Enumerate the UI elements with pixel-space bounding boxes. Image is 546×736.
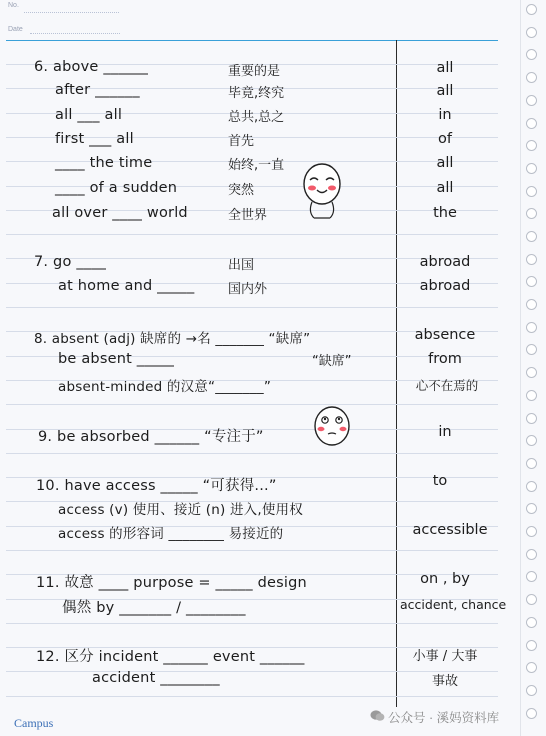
row-7a-answer: abroad bbox=[419, 254, 471, 270]
cartoon-face-sticker-icon bbox=[298, 160, 346, 222]
row-6e-prompt: ____ the time bbox=[55, 155, 153, 171]
row-6f-meaning: 突然 bbox=[228, 183, 255, 198]
row-6d-meaning: 首先 bbox=[228, 134, 255, 149]
binding-ring-icon bbox=[526, 140, 537, 151]
cartoon-face-sticker-2-icon bbox=[310, 404, 354, 450]
row-6e-meaning: 始终,一直 bbox=[228, 158, 285, 173]
wechat-icon bbox=[370, 709, 385, 722]
binding-ring-icon bbox=[526, 4, 537, 15]
binding-ring-icon bbox=[526, 276, 537, 287]
row-12a-answer: 小事 / 大事 bbox=[412, 649, 478, 664]
row-11a-answer: on , by bbox=[420, 571, 470, 587]
row-6a-meaning: 重要的是 bbox=[228, 64, 281, 79]
binding-ring-icon bbox=[526, 617, 537, 628]
binding-ring-icon bbox=[526, 526, 537, 537]
binding-ring-icon bbox=[526, 503, 537, 514]
binding-ring-icon bbox=[526, 549, 537, 560]
binding-ring-icon bbox=[526, 299, 537, 310]
row-7b-answer: abroad bbox=[419, 278, 471, 294]
row-11a-prompt: 11. 故意 ____ purpose = _____ design bbox=[36, 575, 307, 591]
binding-ring-icon bbox=[526, 254, 537, 265]
page-edge bbox=[520, 0, 521, 736]
row-6b-meaning: 毕竟,终究 bbox=[228, 86, 285, 101]
ruled-line bbox=[6, 550, 498, 551]
row-6b-answer: all bbox=[436, 83, 454, 99]
binding-ring-icon bbox=[526, 95, 537, 106]
row-12a-prompt: 12. 区分 incident ______ event ______ bbox=[36, 649, 305, 665]
ruled-line bbox=[6, 623, 498, 624]
row-7a-meaning: 出国 bbox=[228, 258, 255, 273]
row-8a-answer: absence bbox=[414, 327, 476, 343]
row-6c-prompt: all ___ all bbox=[55, 107, 123, 123]
row-12b-answer: 事故 bbox=[431, 674, 458, 689]
row-8a-prompt: 8. absent (adj) 缺席的 →名 _______ “缺席” bbox=[34, 331, 311, 347]
binding-ring-icon bbox=[526, 458, 537, 469]
row-9-prompt: 9. be absorbed ______ “专注于” bbox=[38, 429, 264, 445]
ruled-line bbox=[6, 307, 498, 308]
ruled-line bbox=[6, 234, 498, 235]
row-12b-prompt: accident ________ bbox=[92, 670, 220, 686]
row-6a-answer: all bbox=[436, 60, 454, 76]
row-10c-answer: accessible bbox=[412, 522, 488, 538]
ruled-line bbox=[6, 404, 498, 405]
row-9-answer: in bbox=[438, 424, 452, 440]
binding-ring-icon bbox=[526, 27, 537, 38]
row-11b-prompt: 偶然 by _______ / ________ bbox=[62, 600, 246, 616]
row-6g-prompt: all over ____ world bbox=[52, 205, 188, 221]
binding-ring-icon bbox=[526, 571, 537, 582]
margin-line bbox=[396, 40, 397, 707]
row-10b-prompt: access (v) 使用、接近 (n) 进入,使用权 bbox=[58, 502, 303, 518]
row-8b-answer: from bbox=[428, 351, 462, 367]
binding-ring-icon bbox=[526, 49, 537, 60]
binding-ring-icon bbox=[526, 640, 537, 651]
row-10c-prompt: access 的形容词 ________ 易接近的 bbox=[58, 526, 284, 542]
ruled-line bbox=[6, 453, 498, 454]
row-8c-prompt: absent-minded 的汉意“_______” bbox=[58, 379, 272, 395]
campus-brand: Campus bbox=[14, 716, 54, 730]
date-line bbox=[30, 33, 120, 34]
row-6a-prompt: 6. above ______ bbox=[34, 59, 149, 75]
binding-ring-icon bbox=[526, 163, 537, 174]
row-6g-answer: the bbox=[433, 205, 457, 221]
top-rule bbox=[6, 40, 498, 41]
ruled-line bbox=[6, 696, 498, 697]
binding-ring-icon bbox=[526, 231, 537, 242]
row-8b-meaning: “缺席” bbox=[312, 354, 352, 369]
no-label: No. bbox=[8, 2, 19, 9]
binding-ring-icon bbox=[526, 344, 537, 355]
binding-ring-icon bbox=[526, 594, 537, 605]
row-11b-answer: accident, chance bbox=[400, 597, 507, 612]
binding-ring-icon bbox=[526, 186, 537, 197]
row-6e-answer: all bbox=[436, 155, 454, 171]
row-7b-meaning: 国内外 bbox=[228, 282, 268, 297]
row-6c-meaning: 总共,总之 bbox=[228, 110, 285, 125]
row-6c-answer: in bbox=[438, 107, 452, 123]
row-6b-prompt: after ______ bbox=[55, 82, 140, 98]
binding-ring-icon bbox=[526, 367, 537, 378]
binding-ring-icon bbox=[526, 708, 537, 719]
binding-ring-icon bbox=[526, 390, 537, 401]
binding-ring-icon bbox=[526, 208, 537, 219]
row-7b-prompt: at home and _____ bbox=[58, 278, 195, 294]
row-6f-prompt: ____ of a sudden bbox=[55, 180, 178, 196]
binding-ring-icon bbox=[526, 662, 537, 673]
row-10a-answer: to bbox=[432, 473, 448, 489]
date-label: Date bbox=[8, 26, 23, 33]
binding-ring-icon bbox=[526, 685, 537, 696]
binding-ring-icon bbox=[526, 118, 537, 129]
binding-ring-icon bbox=[526, 413, 537, 424]
row-8c-answer: 心不在焉的 bbox=[415, 378, 479, 393]
binding-ring-icon bbox=[526, 322, 537, 333]
row-7a-prompt: 7. go ____ bbox=[34, 254, 107, 270]
row-6d-answer: of bbox=[438, 131, 452, 147]
row-10a-prompt: 10. have access _____ “可获得...” bbox=[36, 478, 277, 494]
watermark-text: 公众号 · 溪妈资料库 bbox=[388, 711, 500, 725]
row-6g-meaning: 全世界 bbox=[228, 208, 268, 223]
row-8b-prompt: be absent _____ bbox=[58, 351, 175, 367]
row-6d-prompt: first ___ all bbox=[55, 131, 134, 147]
no-line bbox=[24, 12, 119, 13]
binding-ring-icon bbox=[526, 435, 537, 446]
binding-ring-icon bbox=[526, 481, 537, 492]
row-6f-answer: all bbox=[436, 180, 454, 196]
binding-ring-icon bbox=[526, 72, 537, 83]
